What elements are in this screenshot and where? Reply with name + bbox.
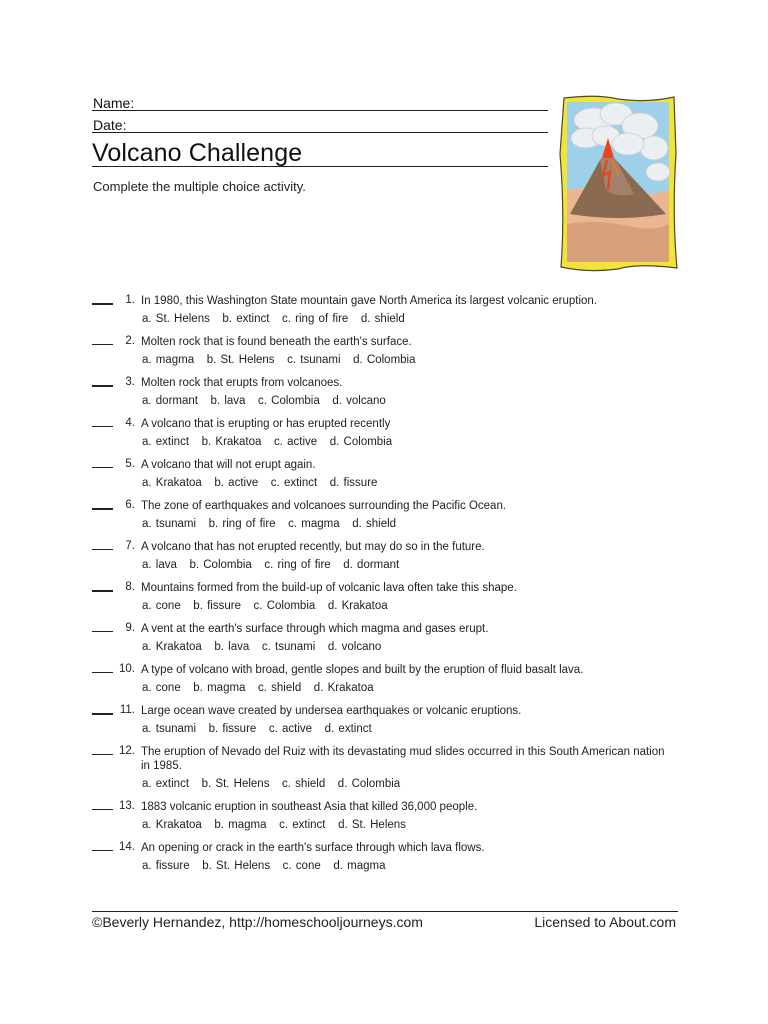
question-text: A volcano that will not erupt again.: [141, 459, 316, 471]
name-line[interactable]: [92, 110, 548, 111]
question-number: 9.: [125, 622, 135, 634]
answer-blank[interactable]: [92, 809, 113, 810]
question-text: Molten rock that is found beneath the earth's surface.: [141, 336, 412, 348]
question-number: 7.: [125, 540, 135, 552]
question-item: [0, 620, 768, 661]
question-text: In 1980, this Washington State mountain gave North America its largest volcanic eruption.: [141, 295, 597, 307]
question-item: [0, 415, 768, 456]
answer-blank[interactable]: [92, 850, 113, 851]
instructions: Complete the multiple choice activity.: [93, 179, 306, 194]
question-item: [0, 743, 768, 798]
question-number: 13.: [119, 800, 135, 812]
answer-blank[interactable]: [92, 631, 113, 632]
answer-blank[interactable]: [92, 467, 113, 468]
question-text: The zone of earthquakes and volcanoes surrounding the Pacific Ocean.: [141, 500, 507, 512]
question-text: Mountains formed from the build-up of volcanic lava often take this shape.: [141, 582, 517, 594]
question-choices: a. cone b. fissure c. Colombia d. Krakatoa: [142, 600, 388, 612]
name-label: Name:: [93, 95, 135, 111]
date-line[interactable]: [92, 132, 548, 133]
question-text: Molten rock that erupts from volcanoes.: [141, 377, 343, 389]
question-number: 5.: [125, 458, 135, 470]
question-text: A vent at the earth's surface through which magma and gases erupt.: [141, 623, 489, 635]
footer-license: Licensed to About.com: [534, 914, 676, 930]
question-text: An opening or crack in the earth's surface through which lava flows.: [141, 842, 485, 854]
volcano-illustration: [558, 94, 678, 272]
answer-blank[interactable]: [92, 590, 113, 592]
question-number: 11.: [119, 704, 135, 716]
question-choices: a. cone b. magma c. shield d. Krakatoa: [142, 682, 374, 694]
question-number: 4.: [125, 417, 135, 429]
answer-blank[interactable]: [92, 508, 113, 510]
question-choices: a. dormant b. lava c. Colombia d. volcano: [142, 395, 386, 407]
question-item: [0, 374, 768, 415]
question-choices: a. extinct b. St. Helens c. shield d. Colombia: [142, 778, 401, 790]
question-number: 12.: [119, 745, 135, 757]
question-text: Large ocean wave created by undersea earthquakes or volcanic eruptions.: [141, 705, 522, 717]
question-text: A volcano that has not erupted recently, but may do so in the future.: [141, 541, 485, 553]
question-number: 1.: [125, 294, 135, 306]
question-item: [0, 456, 768, 497]
question-choices: a. Krakatoa b. lava c. tsunami d. volcano: [142, 641, 382, 653]
question-text: 1883 volcanic eruption in southeast Asia that killed 36,000 people.: [141, 801, 478, 813]
question-item: [0, 661, 768, 702]
question-list: [0, 292, 768, 880]
answer-blank[interactable]: [92, 426, 113, 427]
question-choices: a. St. Helens b. extinct c. ring of fire d. shield: [142, 313, 405, 325]
page-title: Volcano Challenge: [92, 139, 303, 167]
question-choices: a. extinct b. Krakatoa c. active d. Colombia: [142, 436, 393, 448]
question-choices: a. tsunami b. fissure c. active d. extinct: [142, 723, 372, 735]
answer-blank[interactable]: [92, 385, 113, 387]
answer-blank[interactable]: [92, 549, 113, 550]
question-choices: a. tsunami b. ring of fire c. magma d. shield: [142, 518, 397, 530]
question-item: [0, 538, 768, 579]
question-item: [0, 333, 768, 374]
question-text: The eruption of Nevado del Ruiz with its devastating mud slides occurred in this South American nation in 1985.: [141, 746, 665, 772]
question-item: [0, 702, 768, 743]
footer-copyright: ©Beverly Hernandez, http://homeschooljourneys.com: [92, 914, 423, 930]
answer-blank[interactable]: [92, 303, 113, 305]
answer-blank[interactable]: [92, 672, 113, 673]
answer-blank[interactable]: [92, 344, 113, 345]
question-text: A volcano that is erupting or has erupted recently: [141, 418, 391, 430]
question-text: A type of volcano with broad, gentle slopes and built by the eruption of fluid basalt lava.: [141, 664, 584, 676]
answer-blank[interactable]: [92, 754, 113, 755]
question-choices: a. Krakatoa b. active c. extinct d. fissure: [142, 477, 378, 489]
question-item: [0, 798, 768, 839]
question-item: [0, 579, 768, 620]
question-number: 14.: [119, 841, 135, 853]
question-item: [0, 292, 768, 333]
question-number: 2.: [125, 335, 135, 347]
question-choices: a. lava b. Colombia c. ring of fire d. dormant: [142, 559, 400, 571]
question-number: 3.: [125, 376, 135, 388]
question-number: 6.: [125, 499, 135, 511]
question-number: 10.: [119, 663, 135, 675]
answer-blank[interactable]: [92, 713, 113, 715]
title-rule: [92, 166, 548, 167]
question-number: 8.: [125, 581, 135, 593]
question-choices: a. magma b. St. Helens c. tsunami d. Colombia: [142, 354, 416, 366]
question-item: [0, 839, 768, 880]
question-choices: a. fissure b. St. Helens c. cone d. magma: [142, 860, 386, 872]
date-label: Date:: [93, 117, 127, 133]
footer-rule: [92, 911, 678, 912]
question-item: [0, 497, 768, 538]
question-choices: a. Krakatoa b. magma c. extinct d. St. Helens: [142, 819, 406, 831]
